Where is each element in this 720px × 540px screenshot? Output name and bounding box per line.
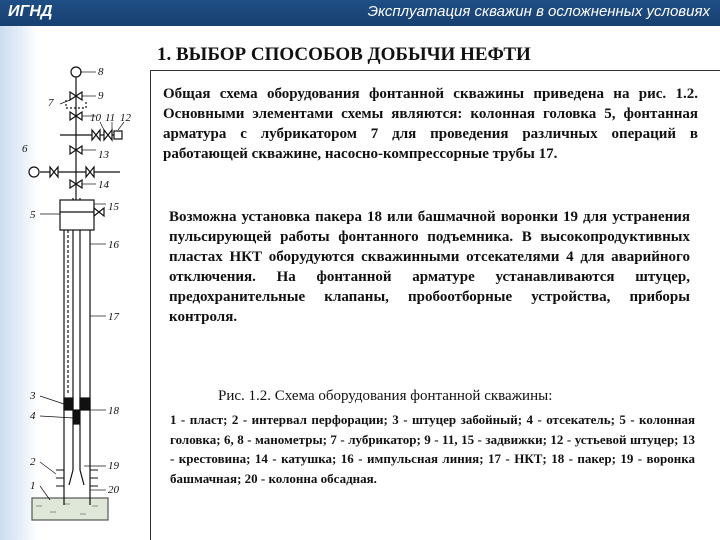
label-6: 6 — [22, 143, 28, 155]
intro-paragraph: Общая схема оборудования фонтанной скважины приведена на рис. 1.2. Основными элементами схемы являются: колонная головка 5, фонтанная арматура с лубрикатором 7 для проведения различных операций в работающей скважине, насосно-компрессорные трубы 17. — [163, 86, 698, 162]
course-topic: Эксплуатация скважин в осложненных условиях — [367, 3, 710, 20]
label-4: 4 — [30, 410, 36, 422]
label-20: 20 — [108, 484, 119, 496]
label-13: 13 — [98, 149, 109, 161]
label-9: 9 — [98, 90, 104, 102]
label-14: 14 — [98, 179, 109, 191]
title-underline — [150, 70, 720, 71]
figure-caption-legend: 1 - пласт; 2 - интервал перфорации; 3 - штуцер забойный; 4 - отсекатель; 5 - колонная головка; 6, 8 - манометры; 7 - лубрикатор; 9 - 11, 15 - задвижки; 12 - устьевой штуцер; 13 - крестовина; 14 - катушка; 16 - импульсная линия; 17 - НКТ; 18 - пакер; 19 - воронка башмачная; 20 - колонна обсадная. — [170, 412, 695, 486]
slide-title: 1. ВЫБОР СПОСОБОВ ДОБЫЧИ НЕФТИ — [157, 44, 531, 65]
label-11: 11 — [105, 112, 116, 124]
content-divider — [150, 70, 151, 540]
label-15: 15 — [108, 201, 119, 213]
well-equipment-diagram — [0, 26, 150, 540]
label-17: 17 — [108, 311, 119, 323]
label-1: 1 — [30, 480, 36, 492]
packer-paragraph: Возможна установка пакера 18 или башмачной воронки 19 для устранения пульсирующей работы фонтанного подъемника. В высокопродуктивных пластах НКТ оборудуются скважинными отсекателями 4 для аварийного отключения. На фонтанной арматуре устанавливаются штуцер, предохранительные клапаны, пробоотборные устройства, приборы контроля. — [169, 209, 690, 325]
label-19: 19 — [108, 460, 119, 472]
header-bar — [0, 0, 720, 26]
label-2: 2 — [30, 456, 36, 468]
organization-label: ИГНД — [8, 3, 53, 20]
label-18: 18 — [108, 405, 119, 417]
label-7: 7 — [48, 97, 54, 109]
label-5: 5 — [30, 209, 36, 221]
label-16: 16 — [108, 239, 119, 251]
label-10: 10 — [90, 112, 101, 124]
label-8: 8 — [98, 66, 104, 78]
label-3: 3 — [30, 390, 36, 402]
label-12: 12 — [120, 112, 131, 124]
figure-caption-title: Рис. 1.2. Схема оборудования фонтанной скважины: — [218, 388, 553, 404]
